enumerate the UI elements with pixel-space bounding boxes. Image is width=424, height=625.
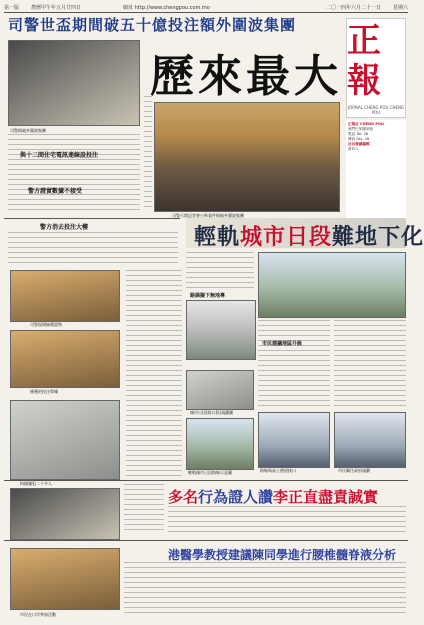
lunar-date: 農曆甲午年五月廿四日 [31,5,82,11]
side-info-line: 傳真 Fax: 28 [348,137,370,141]
photo-officials [186,300,256,360]
side-info-line: 澳門巴掌圍斜巷 [348,127,374,131]
masthead-title: 正報 [347,21,381,101]
photo-caption: 輕軌城市日段路線示意圖 [188,470,232,475]
body-text-rail-3 [334,320,406,410]
section-label: 第一版 [4,5,20,11]
publish-date: 二〇一四年六月二十一日 [325,5,381,11]
rail-title-highlight: 城市日段 [240,224,333,250]
body-text-witness-left [124,484,164,534]
body-text-rail-left [126,270,182,485]
photo-evidence [8,40,140,126]
photo-caption: 城市日段(路口段)規劃圖 [190,410,234,415]
divider [4,12,408,13]
rail-title-banner [186,218,424,250]
rail-title [194,220,424,251]
divider [4,218,180,219]
subhead-3: 警方消去投注大樓 [40,224,89,231]
rail-subhead-1: 路線擬下無地專 [190,293,226,299]
photo-documents [10,400,120,480]
witness-headline-c: 李正直盡責誠實 [273,488,379,506]
body-text-left-2 [8,232,178,268]
divider [4,480,408,481]
photo-crowd [10,548,120,610]
side-info-panel [346,120,406,220]
photo-caption: 拘捕嫌犯二十多人 [20,481,52,486]
photo-people [10,488,120,540]
subhead-2: 警方證實數據不接受 [28,188,83,195]
body-text-hk [124,562,406,618]
photo-items-table [10,270,120,322]
photo-street-b [334,412,406,468]
witness-headline-a: 多名 [168,488,199,506]
photo-caption: 市民在口岸參加活動 [20,612,56,617]
body-text-witness [168,506,406,536]
photo-caption: 撿獲的投注單據 [30,389,58,394]
photo-street-a [258,412,330,468]
subhead-1: 與十二間住宅電訊連線設投注 [20,152,99,159]
witness-headline [168,486,378,507]
side-info-line: 督印人 [348,147,359,151]
photo-press-conference [154,102,340,212]
photo-plaza [258,252,406,318]
photo-map-b [186,418,254,470]
photo-caption: 市民關注政府規劃 [338,468,370,473]
rail-title-part: 難地下化 [332,224,424,250]
divider [4,540,408,541]
side-info-line: 電話 Tel: 28 [348,132,369,136]
side-info-line: 正報社 CHENG POU [348,122,384,126]
hk-headline: 港醫學教授建議陳同學進行腰椎髓脊液分析 [168,548,397,562]
photo-caption: 路線與高士德道接口 [260,468,296,473]
headline-main: 司警世盃期間破五十億投注額外圍波集團 [8,16,297,34]
body-text-rail-2 [258,320,330,410]
top-info-bar [4,3,408,12]
side-info-line: 社長兼總編輯 [348,142,370,146]
masthead-subtitle: JORNAL CHENG POU CHENG POU [347,105,405,115]
photo-caption: 司警現場檢獲證物 [30,322,62,327]
body-text-narrow [144,96,152,214]
website-url[interactable]: 網址 http://www.chengpou.com.mo [123,5,210,11]
photo-evidence-2 [10,330,120,388]
headline-big: 歷來最大 [150,51,342,102]
photo-caption: 司警搗破外圍波集團 [10,128,46,133]
body-text-rail [186,252,254,292]
body-text-left [8,134,140,216]
rail-title-part: 輕軌 [194,224,241,250]
rail-subhead-2: 市民建議地區升級 [262,341,303,347]
witness-headline-b: 行為證人讚 [198,488,274,506]
photo-map-a [186,370,254,410]
photo-caption: 司警召開記者會公佈案件搗破外圍波集團 [172,213,244,218]
masthead [346,18,406,118]
weekday: 星期六 [392,5,408,11]
